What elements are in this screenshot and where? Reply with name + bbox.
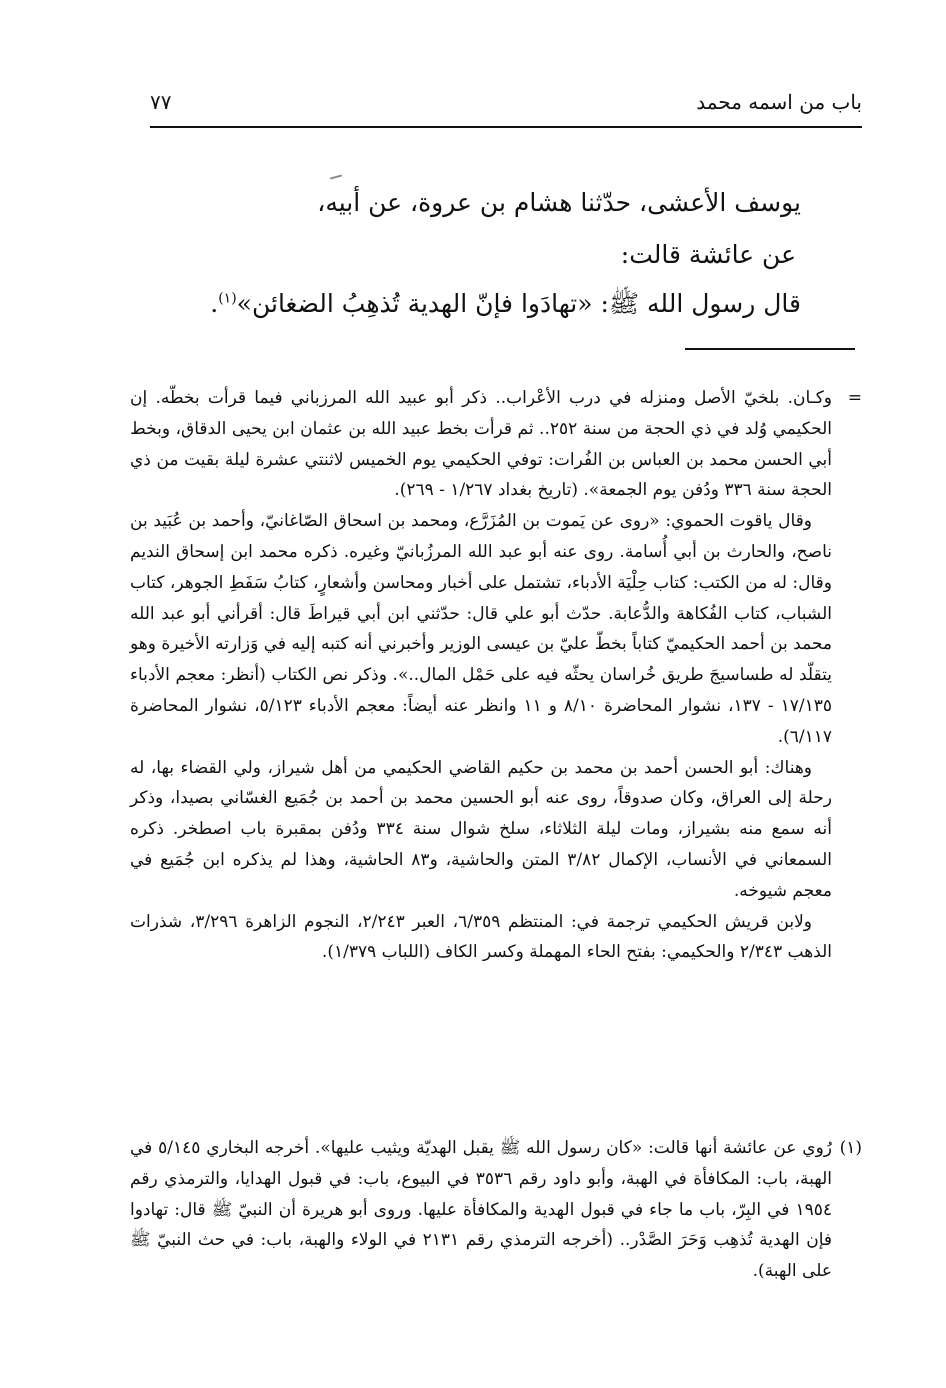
footnote-marker: (١) bbox=[839, 1138, 862, 1158]
footnote-text: رُوي عن عائشة أنها قالت: «كان رسول الله ﷺ يقبل الهديّة ويثيب عليها». أخرجه البخاري ٥/١٤٥ في الهبة، باب: المكافأة في الهبة، وأبو داود رقم ٣٥٣٦ في البيوع، باب: في قبول الهدايا، والترمذي رقم ١٩٥٤ في البِرّ، باب ما جاء في قبول الهدية والمكافأة عليها. وروى أبو هريرة أن النبيّ ﷺ قال: تهادوا فإن الهدية تُذهِب وَحَرَ الصَّدْر.. (أخرجه الترمذي رقم ٢١٣١ في الولاء والهبة، باب: في حث النبيّ ﷺ على الهبة). bbox=[130, 1138, 833, 1282]
note-paragraph-3: وهناك: أبو الحسن أحمد بن محمد بن حكيم القاضي الحكيمي من أهل شيراز، ولي القضاء بها، له رحلة إلى العراق، وكان صدوقاً، روى عنه أبو الحسين محمد بن أحمد بن جُمَيع الغسّاني بصيدا، وذكر أنه سمع منه بشيراز، ومات ليلة الثلاثاء، سلخ شوال سنة ٣٣٤ ودُفن بمقبرة باب اصطخر. ذكره السمعاني في الأنساب، الإكمال ٣/٨٢ المتن والحاشية، و٨٣ الحاشية، وهذا لم يذكره ابن جُمَيع في معجم شيوخه. bbox=[130, 757, 832, 901]
footnote-ref: (١) bbox=[218, 290, 237, 307]
footnote-1 bbox=[130, 1133, 862, 1287]
hadith-line-2: عن عائشة قالت: bbox=[620, 240, 796, 269]
scan-speck bbox=[330, 174, 342, 179]
running-header bbox=[150, 90, 862, 120]
note-paragraph-4: ولابن قريش الحكيمي ترجمة في: المنتظم ٦/٣٥٩، العبر ٢/٢٤٣، النجوم الزاهرة ٣/٢٩٦، شذرات الذهب ٢/٣٤٣ والحكيمي: بفتح الحاء المهملة وكسر الكاف (اللباب ١/٣٧٩). bbox=[130, 911, 832, 963]
continuation-marker: = bbox=[847, 388, 862, 408]
hadith-line-1: يوسف الأعشى، حدّثنا هشام بن عروة، عن أبيه، bbox=[317, 188, 801, 217]
notes-block bbox=[130, 383, 862, 968]
hadith-end-dot: . bbox=[210, 289, 219, 318]
header-rule bbox=[150, 126, 862, 128]
chapter-title: باب من اسمه محمد bbox=[696, 90, 862, 114]
note-paragraph-2: وقال ياقوت الحموي: «روى عن يَموت بن المُزَرَّع، ومحمد بن اسحاق الصّاغانيّ، وأحمد بن عُبَيد بن ناصح، والحارث بن أبي أُسامة. روى عنه أبو عبد الله المرزُبانيّ وغيره. ذكره محمد ابن إسحاق النديم وقال: له من الكتب: كتاب حِلْيَة الأدباء، تشتمل على أخبار ومحاسن وأشعارٍ، كتابُ سَفَطِ الجوهر، كتاب الشباب، كتاب الفُكاهة والدُّعابة. حدّث أبو علي قال: حدّثني ابن أبي قيراطَ قال: أقرأني أبو عبد الله محمد بن أحمد الحكيميّ كتاباً بخطّ عليّ بن عيسى الوزير وأخبرني أنه كتبه إليه في وَزارته الأخيرة وهو يتقلّد له طساسيجَ طريق خُراسان يحثّه فيه على حَمْل المال..». وذكر نص الكتاب (أنظر: معجم الأدباء ١٧/١٣٥ - ١٣٧، نشوار المحاضرة ٨/١٠ و ١١ وانظر عنه أيضاً: معجم الأدباء ٥/١٢٣، نشوار المحاضرة ٦/١١٧). bbox=[130, 511, 832, 747]
footnote-separator bbox=[685, 348, 855, 350]
note-paragraph-1-text: وكـان. بلخيّ الأصل ومنزله في درب الأعْراب.. ذكر أبو عبيد الله المرزباني فيما قرأت بخطّه. إن الحكيمي وُلد في ذي الحجة من سنة ٢٥٢.. ثم قرأت بخط عبيد الله بن عثمان ابن يحيى الدقاق، وبخط أبي الحسن محمد بن العباس بن الفُرات: توفي الحكيمي يوم الخميس لاثنتي عشرة ليلة بقيت من ذي الحجة سنة ٣٣٦ ودُفن يوم الجمعة». (تاريخ بغداد ١/٢٦٧ - ٢٦٩). bbox=[130, 388, 833, 501]
page-number: ٧٧ bbox=[150, 90, 172, 114]
hadith-line-3 bbox=[101, 288, 801, 325]
hadith-quote: قال رسول الله ﷺ: «تهادَوا فإنّ الهدية تُذهِبُ الضغائن» bbox=[236, 289, 801, 318]
note-paragraph-1 bbox=[130, 383, 862, 506]
